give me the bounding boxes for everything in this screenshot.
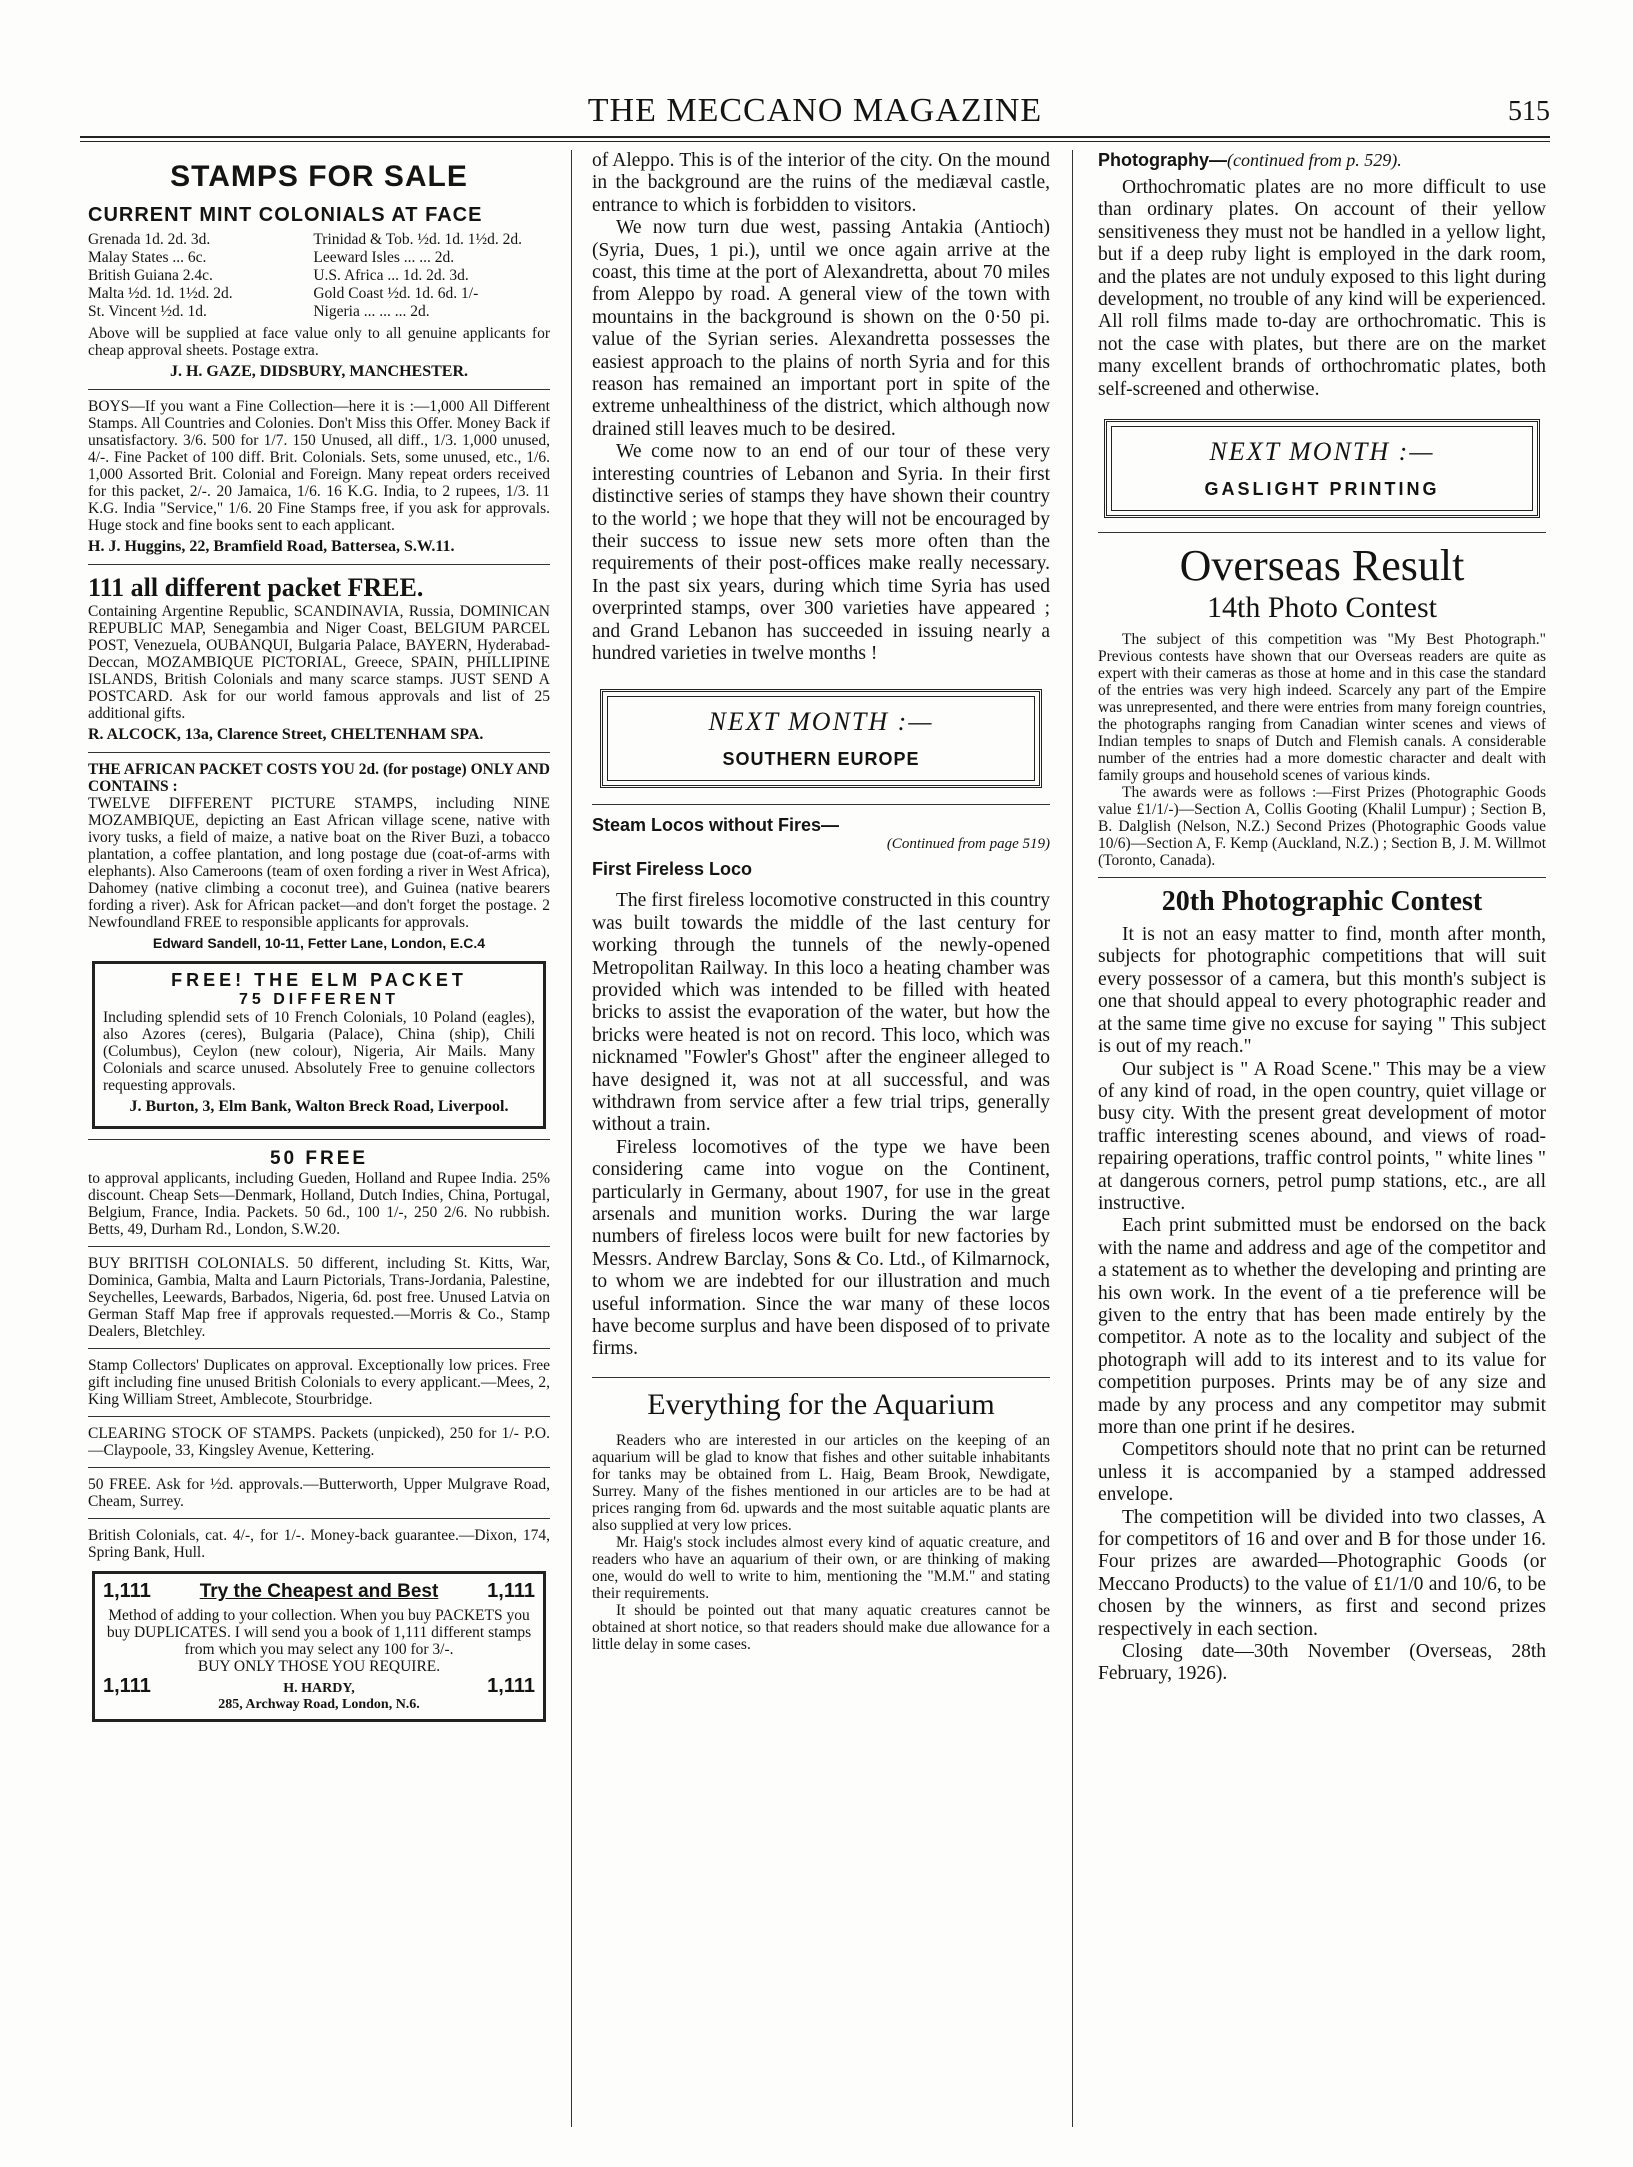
advertiser-huggins: H. J. Huggins, 22, Bramfield Road, Battersea, S.W.11. [88,538,455,555]
cheap-number: 1,111 [103,1675,151,1697]
divider [1098,532,1546,533]
cheapest-best-box [92,1571,546,1722]
contest-paragraph: Competitors should note that no print can be returned unless it is accompanied by a stamped addressed envelope. [1098,1439,1546,1506]
packet-heading: 111 all different packet FREE. [88,573,424,602]
rates-table [88,231,550,321]
photography-paragraph: Orthochromatic plates are no more difficult to use than ordinary plates. On account of their yellow sensitiveness they must not be handled in a yellow light, but if a deep ruby light is employed in the dark room, and the plates are not unduly exposed to this light during development, no trouble of any kind will be experienced. All roll films made to-day are orthochromatic. This is not the case with plates, but there are on the market many excellent brands of orthochromatic plates, both self-screened and otherwise. [1098,177,1546,400]
divider [88,1246,550,1247]
fifty-free-heading: 50 FREE [269,1148,369,1169]
masthead [80,92,1550,136]
rate-entry: Trinidad & Tob. ½d. 1d. 1½d. 2d. [313,231,522,248]
overseas-subtitle: 14th Photo Contest [1206,591,1438,625]
rate-entry: Malay States ... 6c. [88,249,207,266]
mint-note: Above will be supplied at face value only to all genuine applicants for cheap approval sheets. Postage extra. [88,325,550,359]
elm-subheading: 75 DIFFERENT [238,991,399,1008]
overseas-paragraph: The subject of this competition was "My Best Photograph." Previous contests have shown that our Overseas readers are quite as expert with their cameras as those at home and in this case the standard of the entries was very high indeed. Scarcely any part of the Empire was unrepresented, and there were entries from many foreign countries, the photographs ranging from Canadian winter scenes and views of Indian temples to snaps of Dutch and Flemish canals. A considerable number of the entries had a more domestic character and dealt with family groups and household scenes of various kinds. [1098,631,1546,785]
divider [592,804,1050,805]
next-month-inner [1111,426,1533,511]
contest-closing-date: Closing date—30th November (Overseas, 28th February, 1926). [1098,1641,1546,1685]
divider [88,1467,550,1468]
advertiser-gaze: J. H. GAZE, DIDSBURY, MANCHESTER. [169,363,468,380]
hardy-address [218,1681,420,1713]
aquarium-paragraph: Readers who are interested in our articles on the keeping of an aquarium will be glad to know that fishes and other suitable inhabitants for tanks may be obtained from L. Haig, Beam Brook, Newdigate, Surrey. Many of the fishes mentioned in our articles are to be had at prices ranging from 6d. upwards and the most suitable aquatic plants are also supplied at very low prices. [592,1431,1050,1534]
next-month-title: NEXT MONTH :— [1209,437,1435,467]
rate-entry: British Guiana 2.4c. [88,267,213,284]
cheap-number: 1,111 [487,1675,535,1697]
hardy-name: H. HARDY, [283,1681,355,1696]
masthead-rule-thin [80,141,1550,142]
next-month-title: NEXT MONTH :— [708,707,934,737]
syria-paragraph: We now turn due west, passing Antakia (Antioch) (Syria, Dues, 1 pi.), until we once again arrive at the coast, this time at the port of Alexandretta, about 70 miles from Aleppo by road. A general view of the town with mountains in the background is shown on the 0·50 pi. value of the Syrian series. Alexandretta possesses the easiest approach to the plains of north Syria and for this reason has remained an important port in spite of the extreme unhealthiness of the district, which although now drained still leaves much to be desired. [592,217,1050,440]
locos-heading: Steam Locos without Fires— [592,815,840,836]
dixon-advert: British Colonials, cat. 4/-, for 1/-. Money-back guarantee.—Dixon, 174, Spring Bank, Hull. [88,1527,550,1561]
overseas-awards: The awards were as follows :—First Prizes (Photographic Goods value £1/1/-)—Section A, Collis Gooting (Khalil Lumpur) ; Section B, B. Dalglish (Nelson, N.Z.) Second Prizes (Photographic Goods value 10/6)—Section A, F. Kemp (Auckland, N.Z.) ; Section B, J. M. Willmot (Toronto, Canada). [1098,784,1546,870]
rate-entry: Grenada 1d. 2d. 3d. [88,231,211,248]
overseas-title: Overseas Result [1179,541,1465,591]
contest-paragraph: Our subject is " A Road Scene." This may be a view of any kind of road, in the open country, quiet village or busy city. With the present great development of motor traffic interesting scenes abound, and views of road-repairing operations, traffic control points, " white lines " at dangerous corners, petrol pump stations, etc., are all instructive. [1098,1058,1546,1214]
locos-paragraph: The first fireless locomotive constructed in this country was built towards the middle of the last century for working through the tunnels of the newly-opened Metropolitan Railway. In this loco a heating chamber was provided which was intended to be filled with heated bricks to assist the evaporation of the water, but how the bricks were heated is not on record. This loco, which was nicknamed "Fowler's Ghost" after the engineer alleged to have designed it, was not at all successful, and was withdrawn from service after a few trial trips, generally without a train. [592,890,1050,1136]
rate-entry: U.S. Africa ... 1d. 2d. 3d. [313,267,469,284]
photography-heading-row [1098,150,1546,171]
article-column [592,150,1050,2127]
divider [1098,877,1546,878]
rates-left [88,231,313,321]
rate-entry: Leeward Isles ... ... 2d. [313,249,455,266]
british-colonials-advert: BUY BRITISH COLONIALS. 50 different, including St. Kitts, War, Dominica, Gambia, Malta and Laurn Pictorials, Trans-Jordania, Palestine, Seychelles, Leewards, Barbados, Nigeria, 6d. post free. Unused Latvia on German Staff Map free if approvals requested.—Morris & Co., Stamp Dealers, Bletchley. [88,1255,550,1340]
next-month-inner [607,696,1035,781]
african-advert: TWELVE DIFFERENT PICTURE STAMPS, including NINE MOZAMBIQUE, depicting an East African village scene, native with ivory tusks, a field of maize, a native boat on the River Buzi, a tobacco plantation, a coffee plantation, and long postage due (coat-of-arms with elephants). Also Cameroons (team of oxen fording a river in West Africa), Dahomey (native climbing a coconut tree), and Guinea (native bearers fording a river). Ask for African packet—and don't forget the postage. 2 Newfoundland FREE to responsible applicants for approvals. [88,795,550,931]
divider [592,1377,1050,1378]
advertiser-burton: J. Burton, 3, Elm Bank, Walton Breck Road, Liverpool. [129,1098,509,1115]
divider [88,564,550,565]
divider [88,1416,550,1417]
elm-advert: Including splendid sets of 10 French Colonials, 10 Poland (eagles), also Azores (ceres), Bulgaria (Palace), China (ship), Chili (Columbus), Ceylon (new colour), Nigeria, Air Mails. Many Colonials and scarce unused. Absolutely Free to genuine collectors requesting approvals. [103,1009,535,1094]
locos-subheading: First Fireless Loco [592,859,753,880]
magazine-title: THE MECCANO MAGAZINE [587,92,1043,129]
divider [88,1518,550,1519]
fifty-free-advert: to approval applicants, including Gueden, Holland and Rupee India. 25% discount. Cheap Sets—Denmark, Holland, Dutch Indies, China, Portugal, Belgium, France, India. Packets. 50 6d., 100 1/-, 250 2/6. No rubbish. Betts, 49, Durham Rd., London, S.W.20. [88,1170,550,1238]
african-heading: THE AFRICAN PACKET COSTS YOU 2d. (for postage) ONLY AND CONTAINS : [88,761,550,795]
next-month-subject: SOUTHERN EUROPE [722,749,920,770]
cheap-buy-line: BUY ONLY THOSE YOU REQUIRE. [197,1658,441,1675]
next-month-box [600,689,1042,788]
divider [88,1348,550,1349]
locos-paragraph: Fireless locomotives of the type we have been considering came into vogue on the Continent, particularly in Germany, about 1907, for use in the great arsenals and munition works. During the war large numbers of fireless locos were built for new factories by Messrs. Andrew Barclay, Sons & Co. Ltd., of Kilmarnock, to whom we are indebted for our illustration and much useful information. Since the war many of these locos have become surplus and have been disposed of to private firms. [592,1136,1050,1360]
packet-advert: Containing Argentine Republic, SCANDINAVIA, Russia, DOMINICAN REPUBLIC MAP, Senegambia and Niger Coast, BELGIUM PARCEL POST, Venezuela, OUBANQUI, Bulgaria Palace, BAYERN, Hyderabad-Deccan, MOZAMBIQUE PICTORIAL, Greece, SPAIN, PHILLIPINE ISLANDS, British Colonials and many scarce stamps. JUST SEND A POSTCARD. Ask for our world famous approvals and list of 25 additional gifts. [88,603,550,722]
divider [88,752,550,753]
masthead-rule [80,136,1550,138]
mint-colonials-title: CURRENT MINT COLONIALS AT FACE [88,204,483,226]
clearing-stock-advert: CLEARING STOCK OF STAMPS. Packets (unpicked), 250 for 1/- P.O.—Claypoole, 33, Kingsley Avenue, Kettering. [88,1425,550,1459]
cheapest-address-row [103,1675,535,1713]
divider [88,1139,550,1140]
cheap-advert: Method of adding to your collection. When you buy PACKETS you buy DUPLICATES. I will send you a book of 1,111 different stamps from which you may select any 100 for 3/-. [106,1607,532,1658]
syria-paragraph: We come now to an end of our tour of these very interesting countries of Lebanon and Syria. In their first distinctive series of stamps they have shown their country to the world ; we hope that they will not be encouraged by their success to issue new sets more often than the requirements of their post-offices make really necessary. In the past six years, during which time Syria has used overprinted stamps, over 300 varieties have appeared ; and Grand Lebanon has succeeded in issuing nearly a hundred varieties in twelve months ! [592,441,1050,664]
locos-continued: (Continued from page 519) [886,836,1050,853]
advertiser-sandell: Edward Sandell, 10-11, Fetter Lane, London, E.C.4 [152,935,486,951]
contest-paragraph: Each print submitted must be endorsed on the back with the name and address and age of the competitor and a statement as to whether the developing and printing are his own work. In the event of a tie preference will be given to the entry that has been made entirely by the competitor. A note as to the locality and subject of the photograph will add to its interest and to its value for competition purposes. Prints may be of any size and made by any process and any competitor may submit more than one print if he desires. [1098,1215,1546,1438]
next-month-box [1104,419,1540,518]
photography-continued: (continued from p. 529). [1227,150,1402,170]
elm-heading: FREE! THE ELM PACKET [171,970,467,990]
duplicates-advert: Stamp Collectors' Duplicates on approval. Exceptionally low prices. Free gift including fine unused British Colonials to every applicant.—Mees, 2, King William Street, Amblecote, Stourbridge. [88,1357,550,1408]
divider [88,389,550,390]
cheap-heading: Try the Cheapest and Best [199,1581,439,1602]
contest-paragraph: It is not an easy matter to find, month after month, subjects for photographic competitions that will suit every possessor of a camera, but this month's subject is one that should appeal to every photographic reader and at the same time give no excuse for saying " This subject is out of my reach." [1098,924,1546,1058]
fifty-free-butterworth-advert: 50 FREE. Ask for ½d. approvals.—Butterworth, Upper Mulgrave Road, Cheam, Surrey. [88,1476,550,1510]
rate-entry: Gold Coast ½d. 1d. 6d. 1/- [313,285,479,302]
contest-paragraph: The competition will be divided into two classes, A for competitors of 16 and over and B for those under 16. Four prizes are awarded—Photographic Goods (or Meccano Products) to the value of £1/1/0 and 10/6, to be chosen by the winners, as first and second prizes respectively in each section. [1098,1506,1546,1640]
hardy-street: 285, Archway Road, London, N.6. [218,1697,420,1712]
rate-entry: St. Vincent ½d. 1d. [88,303,207,320]
aquarium-title: Everything for the Aquarium [647,1387,995,1421]
advertiser-alcock: R. ALCOCK, 13a, Clarence Street, CHELTENHAM SPA. [88,726,484,743]
cheapest-heading-row [103,1580,535,1603]
rate-entry: Malta ½d. 1d. 1½d. 2d. [88,285,233,302]
column-divider [1072,150,1073,2127]
stamp-adverts-column [88,150,550,2127]
elm-packet-box [92,961,546,1129]
boys-advert: BOYS—If you want a Fine Collection—here it is :—1,000 All Different Stamps. All Countries and Colonies. Don't Miss this Offer. Money Back if unsatisfactory. 3/6. 500 for 1/7. 150 Unused, all diff., 1/3. 1,000 unused, 4/-. Fine Packet of 100 diff. Brit. Colonials. Sets, some unused, etc., 1/6. 1,000 Assorted Brit. Colonial and Foreign. Many repeat orders received for this packet, 2/-. 20 Jamaica, 1/6. 16 K.G. India, to 2 rupees, 1/3. 11 K.G. India "Service," 1/6. 20 Fine Stamps free, if you ask for approvals. Huge stock and fine books sent to each applicant. [88,398,550,534]
contest-title: 20th Photographic Contest [1161,886,1483,918]
rates-right [313,231,550,321]
next-month-subject: GASLIGHT PRINTING [1204,479,1440,500]
photography-heading: Photography— [1098,150,1227,170]
aquarium-paragraph: It should be pointed out that many aquatic creatures cannot be obtained at short notice, so that readers should make due allowance for a little delay in some cases. [592,1601,1050,1653]
rate-entry: Nigeria ... ... ... 2d. [313,303,430,320]
cheap-number: 1,111 [103,1580,151,1602]
stamps-title: STAMPS FOR SALE [170,160,468,193]
aquarium-paragraph: Mr. Haig's stock includes almost every kind of aquatic creature, and readers who have an aquarium of their own, or are thinking of making one, would do well to write to him, mentioning the "M.M." and stating their requirements. [592,1533,1050,1602]
cheap-number: 1,111 [487,1580,535,1602]
column-divider [571,150,572,2127]
syria-paragraph: of Aleppo. This is of the interior of the city. On the mound in the background are the ruins of the mediæval castle, entrance to which is forbidden to visitors. [592,150,1050,216]
photography-column [1098,150,1546,2127]
page-number: 515 [1508,96,1550,127]
